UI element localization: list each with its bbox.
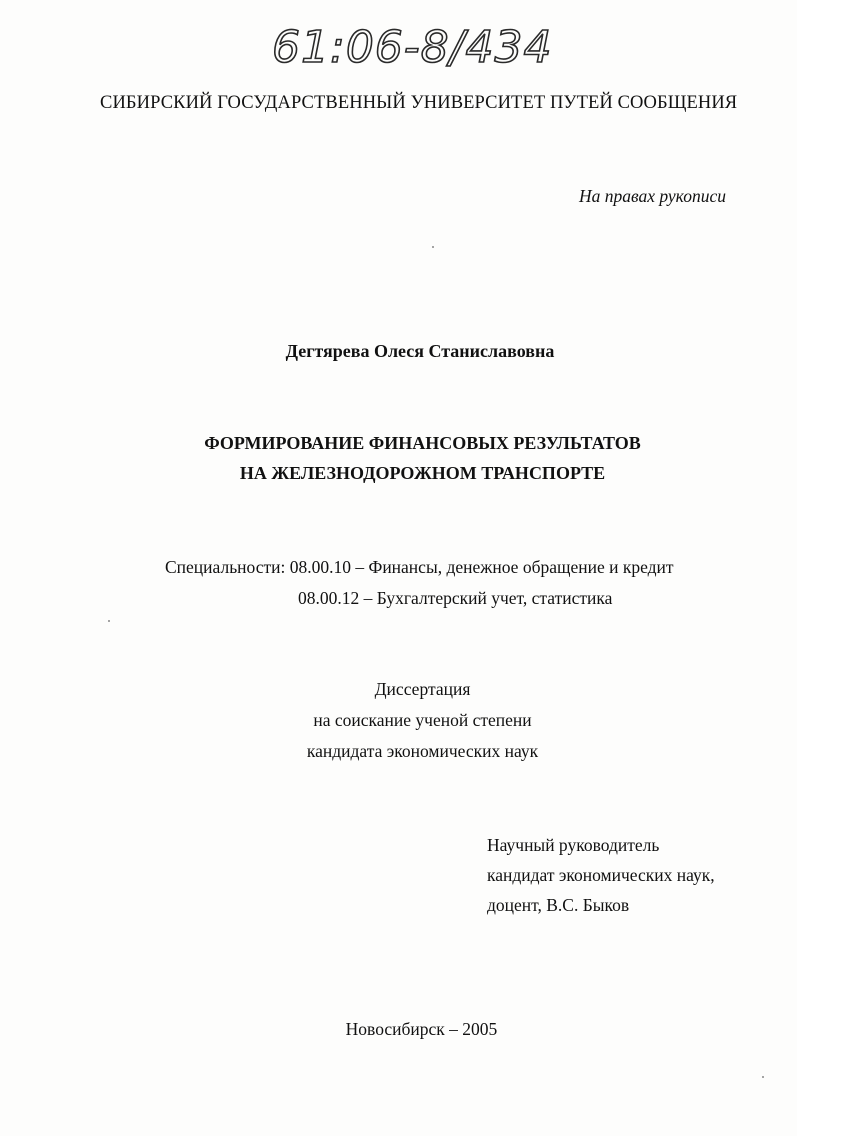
author-name: Дегтярева Олеся Станиславовна bbox=[285, 341, 555, 361]
university-name: СИБИРСКИЙ ГОСУДАРСТВЕННЫЙ УНИВЕРСИТЕТ ПУТЕЙ СООБЩЕНИЯ bbox=[100, 93, 738, 113]
dissertation-line-3: кандидата экономических наук bbox=[306, 741, 539, 761]
rights-note: На правах рукописи bbox=[579, 186, 726, 206]
scan-speck bbox=[432, 246, 434, 248]
thesis-title-line-2: НА ЖЕЛЕЗНОДОРОЖНОМ ТРАНСПОРТЕ bbox=[239, 463, 606, 483]
scan-speck bbox=[762, 1076, 764, 1078]
supervisor-line-1: Научный руководитель bbox=[487, 835, 660, 855]
city-and-year: Новосибирск – 2005 bbox=[345, 1019, 498, 1039]
handwritten-archive-number-drawing bbox=[268, 6, 553, 78]
thesis-title-line-1: ФОРМИРОВАНИЕ ФИНАНСОВЫХ РЕЗУЛЬТАТОВ bbox=[204, 433, 641, 453]
archive-mark-text: 61:06-8/434 bbox=[272, 22, 553, 73]
dissertation-line-1: Диссертация bbox=[374, 679, 471, 699]
handwritten-archive-number bbox=[268, 6, 553, 78]
specialties-line-1: Специальности: 08.00.10 – Финансы, денежное обращение и кредит bbox=[165, 557, 674, 577]
supervisor-line-3: доцент, В.С. Быков bbox=[487, 895, 630, 915]
dissertation-line-2: на соискание ученой степени bbox=[313, 710, 532, 730]
supervisor-line-2: кандидат экономических наук, bbox=[487, 865, 715, 885]
scan-speck bbox=[108, 620, 110, 622]
specialties-line-2: 08.00.12 – Бухгалтерский учет, статистика bbox=[298, 588, 613, 608]
